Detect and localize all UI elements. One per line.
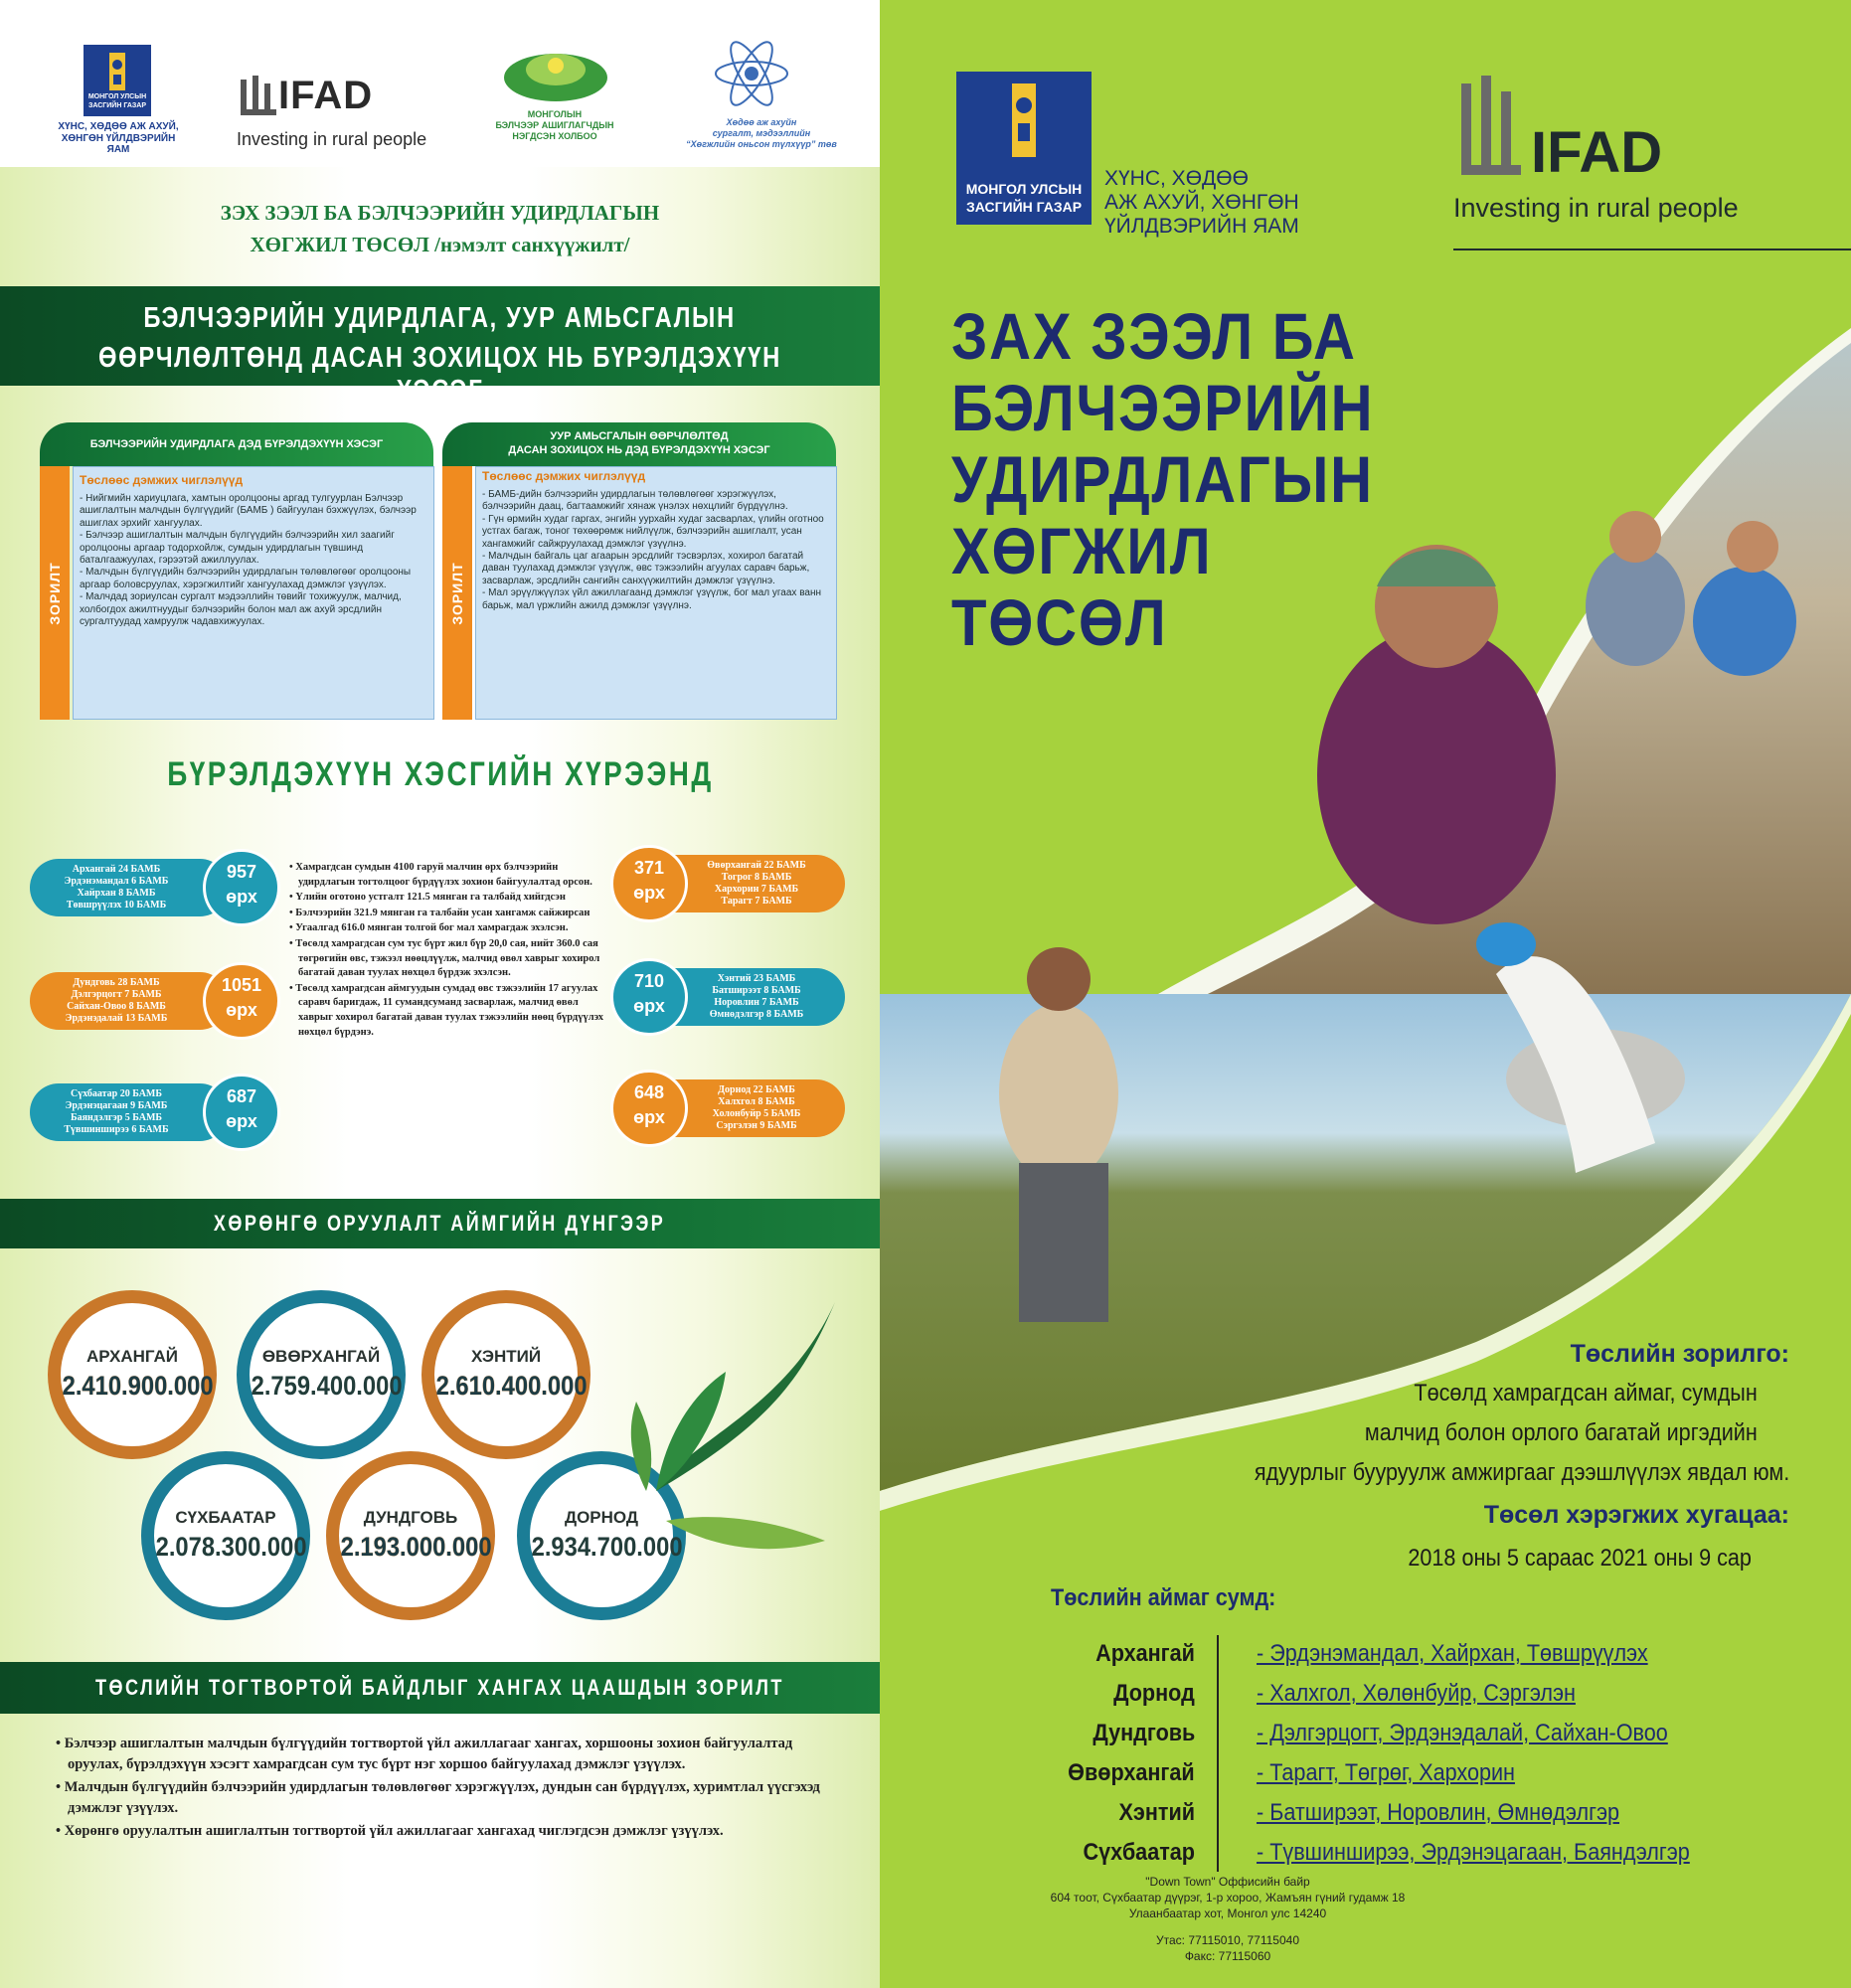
future-bullet: • Малчдын бүлгүүдийн бэлчээрийн удирдлагын төлөвлөгөөг хэрэгжүүлэх, дундын сан бүрдүүлэх, хуримтлал үүсгэхэд дэмжлэг үзүүлэх.	[56, 1779, 820, 1816]
right-ifad-wheat-icon	[1453, 70, 1533, 189]
future-bullet: • Бэлчээр ашиглалтын малчдын бүлгүүдийн тогтвортой үйл ажиллагааг хангах, хоршооны зохион байгуулалтад оруулах, бүрэлдэхүүн хэсэгт хамрагдсан сум тус бүрт нэг хоршоо байгуулахад дэмжлэг үзүүлэх.	[56, 1736, 793, 1772]
right-gov-seal-line1: МОНГОЛ УЛСЫН	[965, 181, 1083, 197]
box2-header-line1: УУР АМЬСГАЛЫН ӨӨРЧЛӨЛТӨД	[550, 430, 729, 442]
landscape-icon	[501, 48, 610, 103]
investment-amount: 2.934.700.000	[531, 1532, 683, 1562]
scope-pill-text	[682, 973, 831, 1021]
box2-side-label	[442, 466, 472, 720]
scope-pill-unit: өрх	[226, 887, 257, 907]
scope-pill-line: Архангай 24 БАМБ	[72, 864, 161, 875]
box1-side-text: ЗОРИЛТ	[47, 561, 63, 625]
left-panel	[0, 0, 880, 1988]
ministry-line3: ҮЙЛДВЭРИЙН ЯАМ	[1104, 215, 1299, 238]
atom-icon	[712, 34, 791, 113]
area-aimag: Дорнод	[1113, 1680, 1195, 1707]
scope-pill-line: Батширээт 8 БАМБ	[712, 985, 801, 996]
scope-pill-line: Норовлин 7 БАМБ	[714, 997, 799, 1008]
center-line3: “Хөгжлийн оньсон түлхүүр” төв	[686, 139, 837, 149]
scope-pill-count	[203, 962, 280, 1040]
scope-bullet: • Хамрагдсан сумдын 4100 гаруй малчин өрх бэлчээрийн удирдлагын тогтолцоог бүрдүүлэх зохион байгуулалтад орсон.	[289, 862, 592, 888]
investment-aimag-name: ХЭНТИЙ	[470, 1347, 542, 1366]
scope-pill-unit: өрх	[633, 996, 665, 1016]
scope-pill-line: Өвөрхангай 22 БАМБ	[707, 860, 806, 871]
scope-title-text: БҮРЭЛДЭХҮҮН ХЭСГИЙН ХҮРЭЭНД	[166, 755, 714, 793]
scope-pill-line: Сайхан-Овоо 8 БАМБ	[67, 1001, 166, 1012]
scope-pill-line: Эрдэнэмандал 6 БАМБ	[64, 876, 169, 887]
box2-header-line2: ДАСАН ЗОХИЦОХ НЬ ДЭД БҮРЭЛДЭХҮҮН ХЭСЭГ	[508, 444, 770, 456]
investment-amount: 2.078.300.000	[155, 1532, 307, 1562]
center-line2: сургалт, мэдээллийн	[712, 128, 811, 138]
scope-bullet: • Бэлчээрийн 321.9 мянган га талбайн усан хангамж сайжирсан	[289, 907, 590, 918]
goal-heading: Төслийн зорилго:	[1570, 1340, 1789, 1368]
box2-header	[442, 422, 836, 466]
future-band-text: ТӨСЛИЙН ТОГТВОРТОЙ БАЙДЛЫГ ХАНГАХ ЦААШДЫН ЗОРИЛТ	[95, 1675, 784, 1700]
scope-pill-number: 710	[633, 971, 665, 991]
investment-amount: 2.410.900.000	[62, 1371, 214, 1401]
main-title-line: ХӨГЖИЛ	[951, 514, 1213, 587]
scope-pill-line: Халхгол 8 БАМБ	[718, 1096, 795, 1107]
scope-pill-unit: өрх	[633, 1107, 665, 1127]
association-logo	[501, 48, 610, 103]
main-title-line: БЭЛЧЭЭРИЙН	[951, 371, 1375, 444]
scope-pill-line: Төвшрүүлэх 10 БАМБ	[66, 900, 167, 911]
scope-pill-unit: өрх	[226, 1111, 257, 1131]
phone-text: Утас: 77115010, 77115040	[1156, 1933, 1299, 1947]
scope-pill-line: Сэргэлэн 9 БАМБ	[716, 1120, 797, 1131]
right-ifad-tagline: Investing in rural people	[1453, 193, 1739, 223]
ministry-line2: АЖ АХУЙ, ХӨНГӨН	[1104, 191, 1299, 214]
association-line3: НЭГДСЭН ХОЛБОО	[512, 131, 597, 141]
box1-subtitle: Төслөөс дэмжих чиглэлүүд	[80, 473, 244, 487]
scope-pill	[30, 972, 229, 1030]
investment-ring	[141, 1451, 310, 1620]
gov-ministry-line2: ХӨНГӨН ҮЙЛДВЭРИЙН ЯАМ	[61, 133, 176, 155]
address-line1: "Down Town" Оффисийн байр	[1145, 1875, 1310, 1889]
scope-pill-text	[682, 1084, 831, 1132]
right-soyombo-icon	[956, 72, 1092, 171]
leaves-icon	[626, 1292, 845, 1561]
association-line2: БЭЛЧЭЭР АШИГЛАГЧДЫН	[495, 120, 614, 130]
scope-pill-number: 648	[633, 1082, 665, 1102]
scope-bullet: • Төсөлд хамрагдсан сум тус бүрт жил бүр 20,0 сая, нийт 360.0 сая төгрөгийн өвс, тэжээл нөөцлүүлж, малчид өвөл хаврыг хохирол багатай даван туулах нөхцөл бүрдэж эхэлсэн.	[289, 937, 600, 979]
investment-aimag-name: СҮХБААТАР	[175, 1508, 276, 1527]
left-title-line1: ЗЭХ ЗЭЭЛ БА БЭЛЧЭЭРИЙН УДИРДЛАГЫН	[220, 201, 660, 225]
scope-pill-count	[610, 1070, 688, 1147]
scope-pill-unit: өрх	[226, 1000, 257, 1020]
scope-pill-line: Хайрхан 8 БАМБ	[77, 888, 156, 899]
investment-band-text: ХӨРӨНГӨ ОРУУЛАЛТ АЙМГИЙН ДҮНГЭЭР	[214, 1211, 666, 1236]
area-aimag: Архангай	[1095, 1640, 1195, 1667]
goal-line3: ядуурлыг бууруулж амжиргааг дээшлүүлэх явдал юм.	[1254, 1459, 1789, 1486]
box1-text: - Нийгмийн хариуцлага, хамтын оролцооны аргад тулгуурлан Бэлчээр ашиглалтын малчдын бүлгүүдийг (БАМБ ) байгуулан бэхжүүлэх, бэлчээр ашиглах эрхийг хангуулах. - Бэлчээр ашиглалтын малчдын бүлгүүдийн бэлчээрийн хил заагийг оролцооны аргаар тодорхойлж, сумдын удирдлагын түвшинд баталгаажуулах, гэрээтэй ажиллуулах. - Малчдын бүлгүүдийн бэлчээрийн удирдлагын төлөвлөгөөг оролцооны аргаар боловсруулах, хэрэгжилтийг хангуулахад дэмжлэг үзүүлэх. - Малчдад зориулсан сургалт мэдээллийн төвийг тохижуулж, малчид, холбогдох ажилтнуудыг бэлчээрийн болон мал аж ахуй эрсдлийн сургалтуудад хамруулж чадавхижуулах.	[80, 493, 417, 628]
scope-bullets	[286, 861, 604, 1041]
area-aimag: Өвөрхангай	[1068, 1759, 1195, 1786]
scope-pill-line: Холонбуйр 5 БАМБ	[712, 1108, 801, 1119]
ifad-underline	[1453, 248, 1851, 250]
scope-pill	[30, 859, 229, 916]
main-title-line: УДИРДЛАГЫН	[951, 442, 1374, 516]
area-soums: - Дэлгэрцогт, Эрдэнэдалай, Сайхан-Овоо	[1257, 1720, 1668, 1746]
main-title-line: ЗАХ ЗЭЭЛ БА	[951, 299, 1357, 373]
scope-pill-number: 687	[226, 1086, 257, 1106]
center-logo	[712, 34, 791, 118]
scope-pill-line: Баяндэлгэр 5 БАМБ	[70, 1112, 163, 1123]
scope-pill-number: 957	[226, 862, 257, 882]
scope-pill-line: Дэлгэрцогт 7 БАМБ	[71, 989, 162, 1000]
box2-text: - БАМБ-дийн бэлчээрийн удирдлагын төлөвлөгөөг хэрэгжүүлэх, бэлчээрийн даац, багтаамжийг хянаж үнэлэх нөхцлийг бүрдүүлнэ. - Гүн өрмийн худаг гаргах, энгийн уурхайн худаг засварлах, үлийн оготноо устгах багаж, тоног төхөөрөмж нийлүүлж, бэлчээрийн ашиглалт, усан хангамжийг сайжруулахад дэмжлэг үзүүлнэ. - Малчдын байгаль цаг агаарын эрсдлийг тэсвэрлэх, хохирол багатай даван туулахад дэмжлэг үзүүлж, өвс тэжээлийн агуулах саравч барьж, засварлаж, эрсдлийн сангийн санхүүжилтийн дэмжлэг үзүүлнэ. - Мал эрүүлжүүлэх үйл ажиллагаанд дэмжлэг үзүүлж, бог мал угаах ванн барьж, мал үржлийн ажилд дэмжлэг үзүүлнэ.	[482, 489, 824, 611]
scope-pill-line: Дорнод 22 БАМБ	[718, 1084, 795, 1095]
association-line1: МОНГОЛЫН	[527, 109, 583, 119]
scope-pill-text	[682, 860, 831, 908]
component-band-line1: БЭЛЧЭЭРИЙН УДИРДЛАГА, УУР АМЬСГАЛЫН	[143, 302, 737, 334]
logo-strip	[0, 0, 880, 167]
gov-logo	[84, 45, 151, 116]
scope-pill-line: Өмнөдэлгэр 8 БАМБ	[709, 1009, 804, 1020]
scope-pill	[30, 1083, 229, 1141]
scope-pill-line: Эрдэнэдалай 13 БАМБ	[65, 1013, 168, 1024]
future-bullets	[56, 1734, 831, 1844]
right-gov-logo	[956, 72, 1092, 225]
right-ifad-name: IFAD	[1531, 120, 1663, 185]
future-band	[0, 1662, 880, 1714]
area-soums: - Халхгол, Хөлөнбуйр, Сэргэлэн	[1257, 1680, 1576, 1707]
component-band-line2: ӨӨРЧЛӨЛТӨНД ДАСАН ЗОХИЦОХ НЬ БҮРЭЛДЭХҮҮН ХЭСЭГ	[98, 342, 781, 407]
scope-pill-line: Тогрог 8 БАМБ	[721, 872, 792, 883]
address-line3: Улаанбаатар хот, Монгол улс 14240	[1128, 1906, 1327, 1920]
area-soums: - Батширээт, Норовлин, Өмнөдэлгэр	[1257, 1799, 1620, 1826]
scope-pill-text	[42, 864, 191, 911]
investment-amount: 2.759.400.000	[251, 1371, 403, 1401]
scope-bullet: • Үлийн оготоно устгалт 121.5 мянган га талбайд хийгдсэн	[289, 892, 566, 904]
component-band	[0, 286, 880, 407]
left-title-line2: ХӨГЖИЛ ТӨСӨЛ /нэмэлт санхүүжилт/	[250, 233, 630, 256]
box2-subtitle: Төслөөс дэмжих чиглэлүүд	[482, 469, 646, 483]
scope-pill-count	[610, 958, 688, 1036]
investment-amount: 2.193.000.000	[340, 1532, 492, 1562]
goal-line2: малчид болон орлого багатай иргэдийн	[1365, 1419, 1758, 1446]
scope-pill-line: Тарагт 7 БАМБ	[721, 896, 792, 907]
areas-heading: Төслийн аймаг сумд:	[1051, 1584, 1276, 1611]
scope-pill-count	[203, 1074, 280, 1151]
goal-line1: Төсөлд хамрагдсан аймаг, сумдын	[1414, 1380, 1758, 1407]
gov-seal-text: МОНГОЛ УЛСЫН ЗАСГИЙН ГАЗАР	[87, 93, 147, 109]
area-aimag: Дундговь	[1093, 1720, 1195, 1746]
scope-pill-line: Сүхбаатар 20 БАМБ	[71, 1088, 162, 1099]
scope-pill-text	[42, 977, 191, 1025]
center-line1: Хөдөө аж ахуйн	[726, 117, 797, 127]
scope-pill-line: Дундговь 28 БАМБ	[73, 977, 160, 988]
address-line2: 604 тоот, Сүхбаатар дүүрэг, 1-р хороо, Жамъян гүний гудамж 18	[1050, 1891, 1406, 1905]
box1-header	[40, 422, 433, 466]
scope-pill-line: Түвшинширээ 6 БАМБ	[64, 1124, 169, 1135]
investment-ring	[48, 1290, 217, 1459]
scope-pill-number: 371	[633, 858, 665, 878]
investment-ring	[326, 1451, 495, 1620]
investment-aimag-name: ДОРНОД	[564, 1508, 639, 1527]
fax-text: Факс: 77115060	[1184, 1949, 1271, 1963]
scope-pill-line: Хархорин 7 БАМБ	[714, 884, 799, 895]
box1-header-text: БЭЛЧЭЭРИЙН УДИРДЛАГА ДЭД БҮРЭЛДЭХҮҮН ХЭСЭГ	[89, 438, 384, 450]
areas-divider	[1217, 1635, 1219, 1872]
ifad-tagline: Investing in rural people	[237, 129, 427, 149]
right-panel	[880, 0, 1851, 1988]
scope-pill-number: 1051	[221, 975, 262, 995]
investment-ring	[237, 1290, 406, 1459]
scope-pill-text	[42, 1088, 191, 1136]
right-gov-seal-line2: ЗАСГИЙН ГАЗАР	[965, 199, 1083, 215]
box2-side-text: ЗОРИЛТ	[449, 561, 465, 625]
area-soums: - Тарагт, Төгрөг, Хархорин	[1257, 1759, 1515, 1786]
scope-pill-count	[203, 849, 280, 926]
scope-pill-line: Эрдэнэцагаан 9 БАМБ	[65, 1100, 168, 1111]
scope-pill-unit: өрх	[633, 883, 665, 903]
scope-bullet: • Төсөлд хамрагдсан аймгуудын сумдад өвс тэжээлийн 17 агуулах саравч баригдаж, 11 сумандсуманд засварлаж, малчид өвөл хаврыг хохирол багатай даван туулах тэжээлийн нөөц бүрдүүлэх нөхцөл бүрдэнэ.	[289, 982, 603, 1038]
scope-pill-line: Хэнтий 23 БАМБ	[717, 973, 796, 984]
area-aimag: Сүхбаатар	[1083, 1839, 1195, 1866]
period-heading: Төсөл хэрэгжих хугацаа:	[1483, 1501, 1789, 1529]
ministry-line1: ХҮНС, ХӨДӨӨ	[1104, 167, 1249, 190]
box1-side-label	[40, 466, 70, 720]
investment-aimag-name: ДУНДГОВЬ	[363, 1508, 458, 1527]
main-title-line: ТӨСӨЛ	[951, 585, 1168, 659]
investment-aimag-name: ӨВӨРХАНГАЙ	[261, 1347, 381, 1366]
area-soums: - Түвшинширээ, Эрдэнэцагаан, Баяндэлгэр	[1257, 1839, 1690, 1866]
period-text: 2018 оны 5 сараас 2021 оны 9 сар	[1408, 1545, 1752, 1572]
scope-pill-count	[610, 845, 688, 922]
investment-amount: 2.610.400.000	[435, 1371, 588, 1401]
area-soums: - Эрдэнэмандал, Хайрхан, Төвшрүүлэх	[1257, 1640, 1648, 1667]
scope-title	[0, 755, 880, 794]
gov-ministry-line1: ХҮНС, ХӨДӨӨ АЖ АХУЙ,	[58, 121, 179, 132]
investment-aimag-name: АРХАНГАЙ	[86, 1347, 178, 1366]
future-bullet: • Хөрөнгө оруулалтын ашиглалтын тогтвортой үйл ажиллагааг хангахад чиглэгдсэн дэмжлэг үзүүлэх.	[56, 1823, 724, 1839]
investment-ring	[421, 1290, 590, 1459]
ifad-name: IFAD	[278, 74, 374, 117]
scope-bullet: • Угаалгад 616.0 мянган толгой бог мал хамрагдаж эхэлсэн.	[289, 922, 569, 934]
investment-band	[0, 1199, 880, 1248]
area-aimag: Хэнтий	[1118, 1799, 1195, 1826]
